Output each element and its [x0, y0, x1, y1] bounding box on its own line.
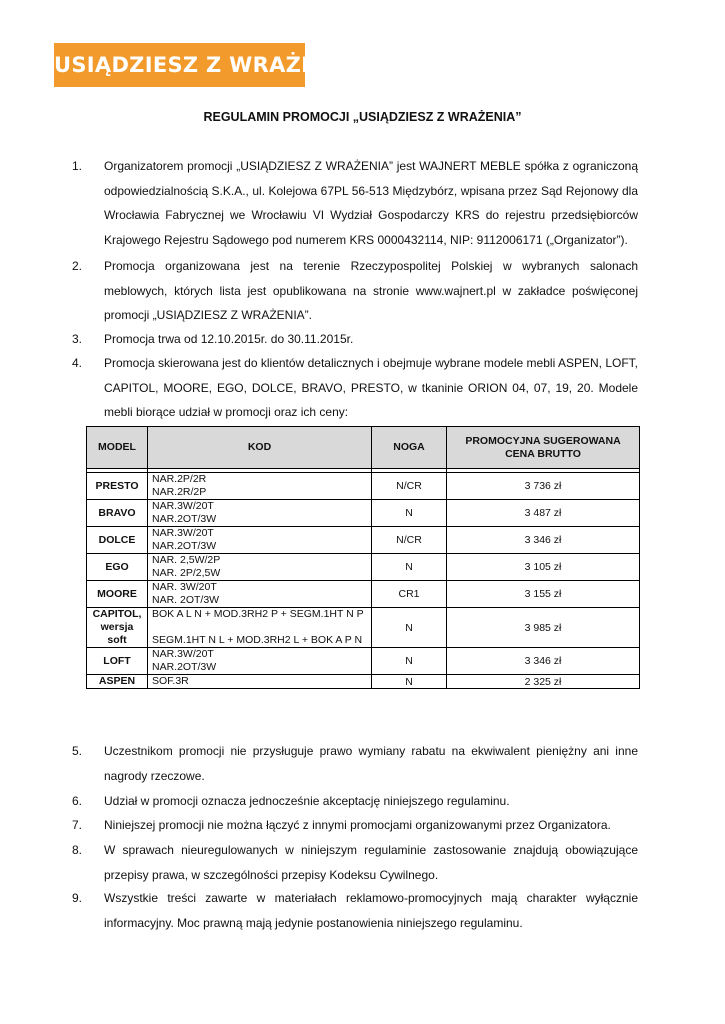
cell-code	[148, 527, 372, 554]
price-table-wrapper	[86, 426, 640, 689]
list-item	[72, 154, 638, 252]
item-number: 7.	[72, 818, 83, 832]
model-line: wersja	[100, 621, 134, 633]
cell-model: LOFT	[87, 648, 148, 675]
cell-model: EGO	[87, 554, 148, 581]
item-number: 3.	[72, 332, 83, 346]
item-number: 6.	[72, 794, 83, 808]
cell-code	[148, 554, 372, 581]
cell-model: DOLCE	[87, 527, 148, 554]
item-text: Niniejszej promocji nie można łączyć z innymi promocjami organizowanymi przez Organizatora.	[104, 818, 611, 832]
header-kod: KOD	[148, 427, 372, 469]
list-item	[72, 351, 638, 425]
code-line: NAR.2P/2R	[152, 473, 207, 485]
item-text: Promocja organizowana jest na terenie Rzeczypospolitej Polskiej w wybranych salonach meblowych, których lista jest opublikowana na stronie www.wajnert.pl w zakładce poświęconej promocji „USIĄDZIESZ Z WRAŻENIA”.	[104, 259, 638, 322]
item-number: 2.	[72, 259, 83, 273]
code-line: NAR.3W/20T	[152, 648, 214, 660]
code-line: SOF.3R	[152, 675, 189, 687]
table-row	[87, 648, 640, 675]
cell-model: PRESTO	[87, 473, 148, 500]
code-line: NAR.3W/20T	[152, 527, 214, 539]
code-line: NAR. 3W/20T	[152, 581, 217, 593]
code-line: SEGM.1HT N L + MOD.3RH2 L + BOK A P N	[152, 634, 363, 646]
list-item	[72, 813, 638, 838]
table-row	[87, 554, 640, 581]
cell-price: 3 155 zł	[447, 581, 640, 608]
cell-code	[148, 608, 372, 648]
item-number: 1.	[72, 159, 83, 173]
cell-price: 3 736 zł	[447, 473, 640, 500]
item-number: 9.	[72, 891, 83, 905]
table-row	[87, 527, 640, 554]
item-text: Promocja skierowana jest do klientów detalicznych i obejmuje wybrane modele mebli ASPEN, LOFT, CAPITOL, MOORE, EGO, DOLCE, BRAVO, PRESTO, w tkaninie ORION 04, 07, 19, 20. Modele mebli biorące udział w promocji oraz ich ceny:	[104, 356, 638, 419]
cell-price: 3 346 zł	[447, 527, 640, 554]
item-number: 4.	[72, 356, 83, 370]
item-text: W sprawach nieuregulowanych w niniejszym regulaminie zastosowanie znajdują obowiązujące przepisy prawa, w szczególności przepisy Kodeksu Cywilnego.	[104, 843, 638, 882]
header-model: MODEL	[87, 427, 148, 469]
cell-code	[148, 648, 372, 675]
cell-price: 2 325 zł	[447, 675, 640, 689]
list-item	[72, 838, 638, 887]
table-header-row	[87, 427, 640, 469]
code-line: BOK A L N + MOD.3RH2 P + SEGM.1HT N P	[152, 608, 364, 620]
item-text: Udział w promocji oznacza jednocześnie akceptację niniejszego regulaminu.	[104, 794, 510, 808]
table-row	[87, 581, 640, 608]
code-line: NAR. 2,5W/2P	[152, 554, 221, 566]
item-text: Organizatorem promocji „USIĄDZIESZ Z WRAŻENIA” jest WAJNERT MEBLE spółka z ograniczoną odpowiedzialnością S.K.A., ul. Kolejowa 67PL 56-513 Międzybórz, wpisana przez Sąd Rejonowy dla Wrocławia Fabrycznej we Wrocławiu VI Wydział Gospodarczy KRS do rejestru przedsiębiorców Krajowego Rejestru Sądowego pod numerem KRS 0000432114, NIP: 9112006171 („Organizator”).	[104, 159, 638, 247]
cell-price: 3 487 zł	[447, 500, 640, 527]
table-row	[87, 473, 640, 500]
cell-noga: N	[372, 500, 447, 527]
code-line: NAR.2OT/3W	[152, 513, 217, 525]
cell-price: 3 105 zł	[447, 554, 640, 581]
item-text: Uczestnikom promocji nie przysługuje prawo wymiany rabatu na ekwiwalent pieniężny ani inne nagrody rzeczowe.	[104, 744, 638, 783]
cell-noga: N/CR	[372, 527, 447, 554]
code-line: NAR. 2OT/3W	[152, 594, 220, 606]
promo-logo-banner: USIĄDZIESZ Z WRAŻENIA!	[54, 43, 305, 87]
code-line: NAR.2R/2P	[152, 486, 207, 498]
cell-code	[148, 581, 372, 608]
list-item	[72, 254, 638, 328]
list-item	[72, 327, 638, 352]
list-item	[72, 739, 638, 788]
cell-model	[87, 608, 148, 648]
header-price-line2: CENA BRUTTO	[505, 447, 581, 460]
cell-price: 3 346 zł	[447, 648, 640, 675]
item-number: 5.	[72, 744, 83, 758]
item-text: Wszystkie treści zawarte w materiałach reklamowo-promocyjnych mają charakter wyłącznie informacyjny. Moc prawną mają jedynie postanowienia niniejszego regulaminu.	[104, 891, 638, 930]
cell-price: 3 985 zł	[447, 608, 640, 648]
document-title: REGULAMIN PROMOCJI „USIĄDZIESZ Z WRAŻENIA”	[203, 110, 522, 124]
cell-noga: N	[372, 648, 447, 675]
table-row	[87, 500, 640, 527]
cell-noga: N/CR	[372, 473, 447, 500]
cell-code	[148, 500, 372, 527]
price-table	[86, 426, 640, 689]
code-line: NAR.3W/20T	[152, 500, 214, 512]
header-price-line1: PROMOCYJNA SUGEROWANA	[465, 434, 621, 447]
cell-model: ASPEN	[87, 675, 148, 689]
model-line: soft	[107, 634, 127, 646]
cell-code	[148, 675, 372, 689]
table-row	[87, 608, 640, 648]
list-item	[72, 789, 638, 814]
code-line: NAR.2OT/3W	[152, 661, 217, 673]
cell-noga: N	[372, 608, 447, 648]
cell-noga: N	[372, 554, 447, 581]
cell-noga: N	[372, 675, 447, 689]
table-row	[87, 675, 640, 689]
header-noga: NOGA	[372, 427, 447, 469]
model-line: CAPITOL,	[92, 608, 142, 620]
header-price	[447, 427, 640, 469]
code-line: NAR.2OT/3W	[152, 540, 217, 552]
cell-model: MOORE	[87, 581, 148, 608]
item-text: Promocja trwa od 12.10.2015r. do 30.11.2015r.	[104, 332, 354, 346]
code-line: NAR. 2P/2,5W	[152, 567, 221, 579]
cell-code	[148, 473, 372, 500]
cell-noga: CR1	[372, 581, 447, 608]
item-number: 8.	[72, 843, 83, 857]
cell-model: BRAVO	[87, 500, 148, 527]
list-item	[72, 886, 638, 935]
